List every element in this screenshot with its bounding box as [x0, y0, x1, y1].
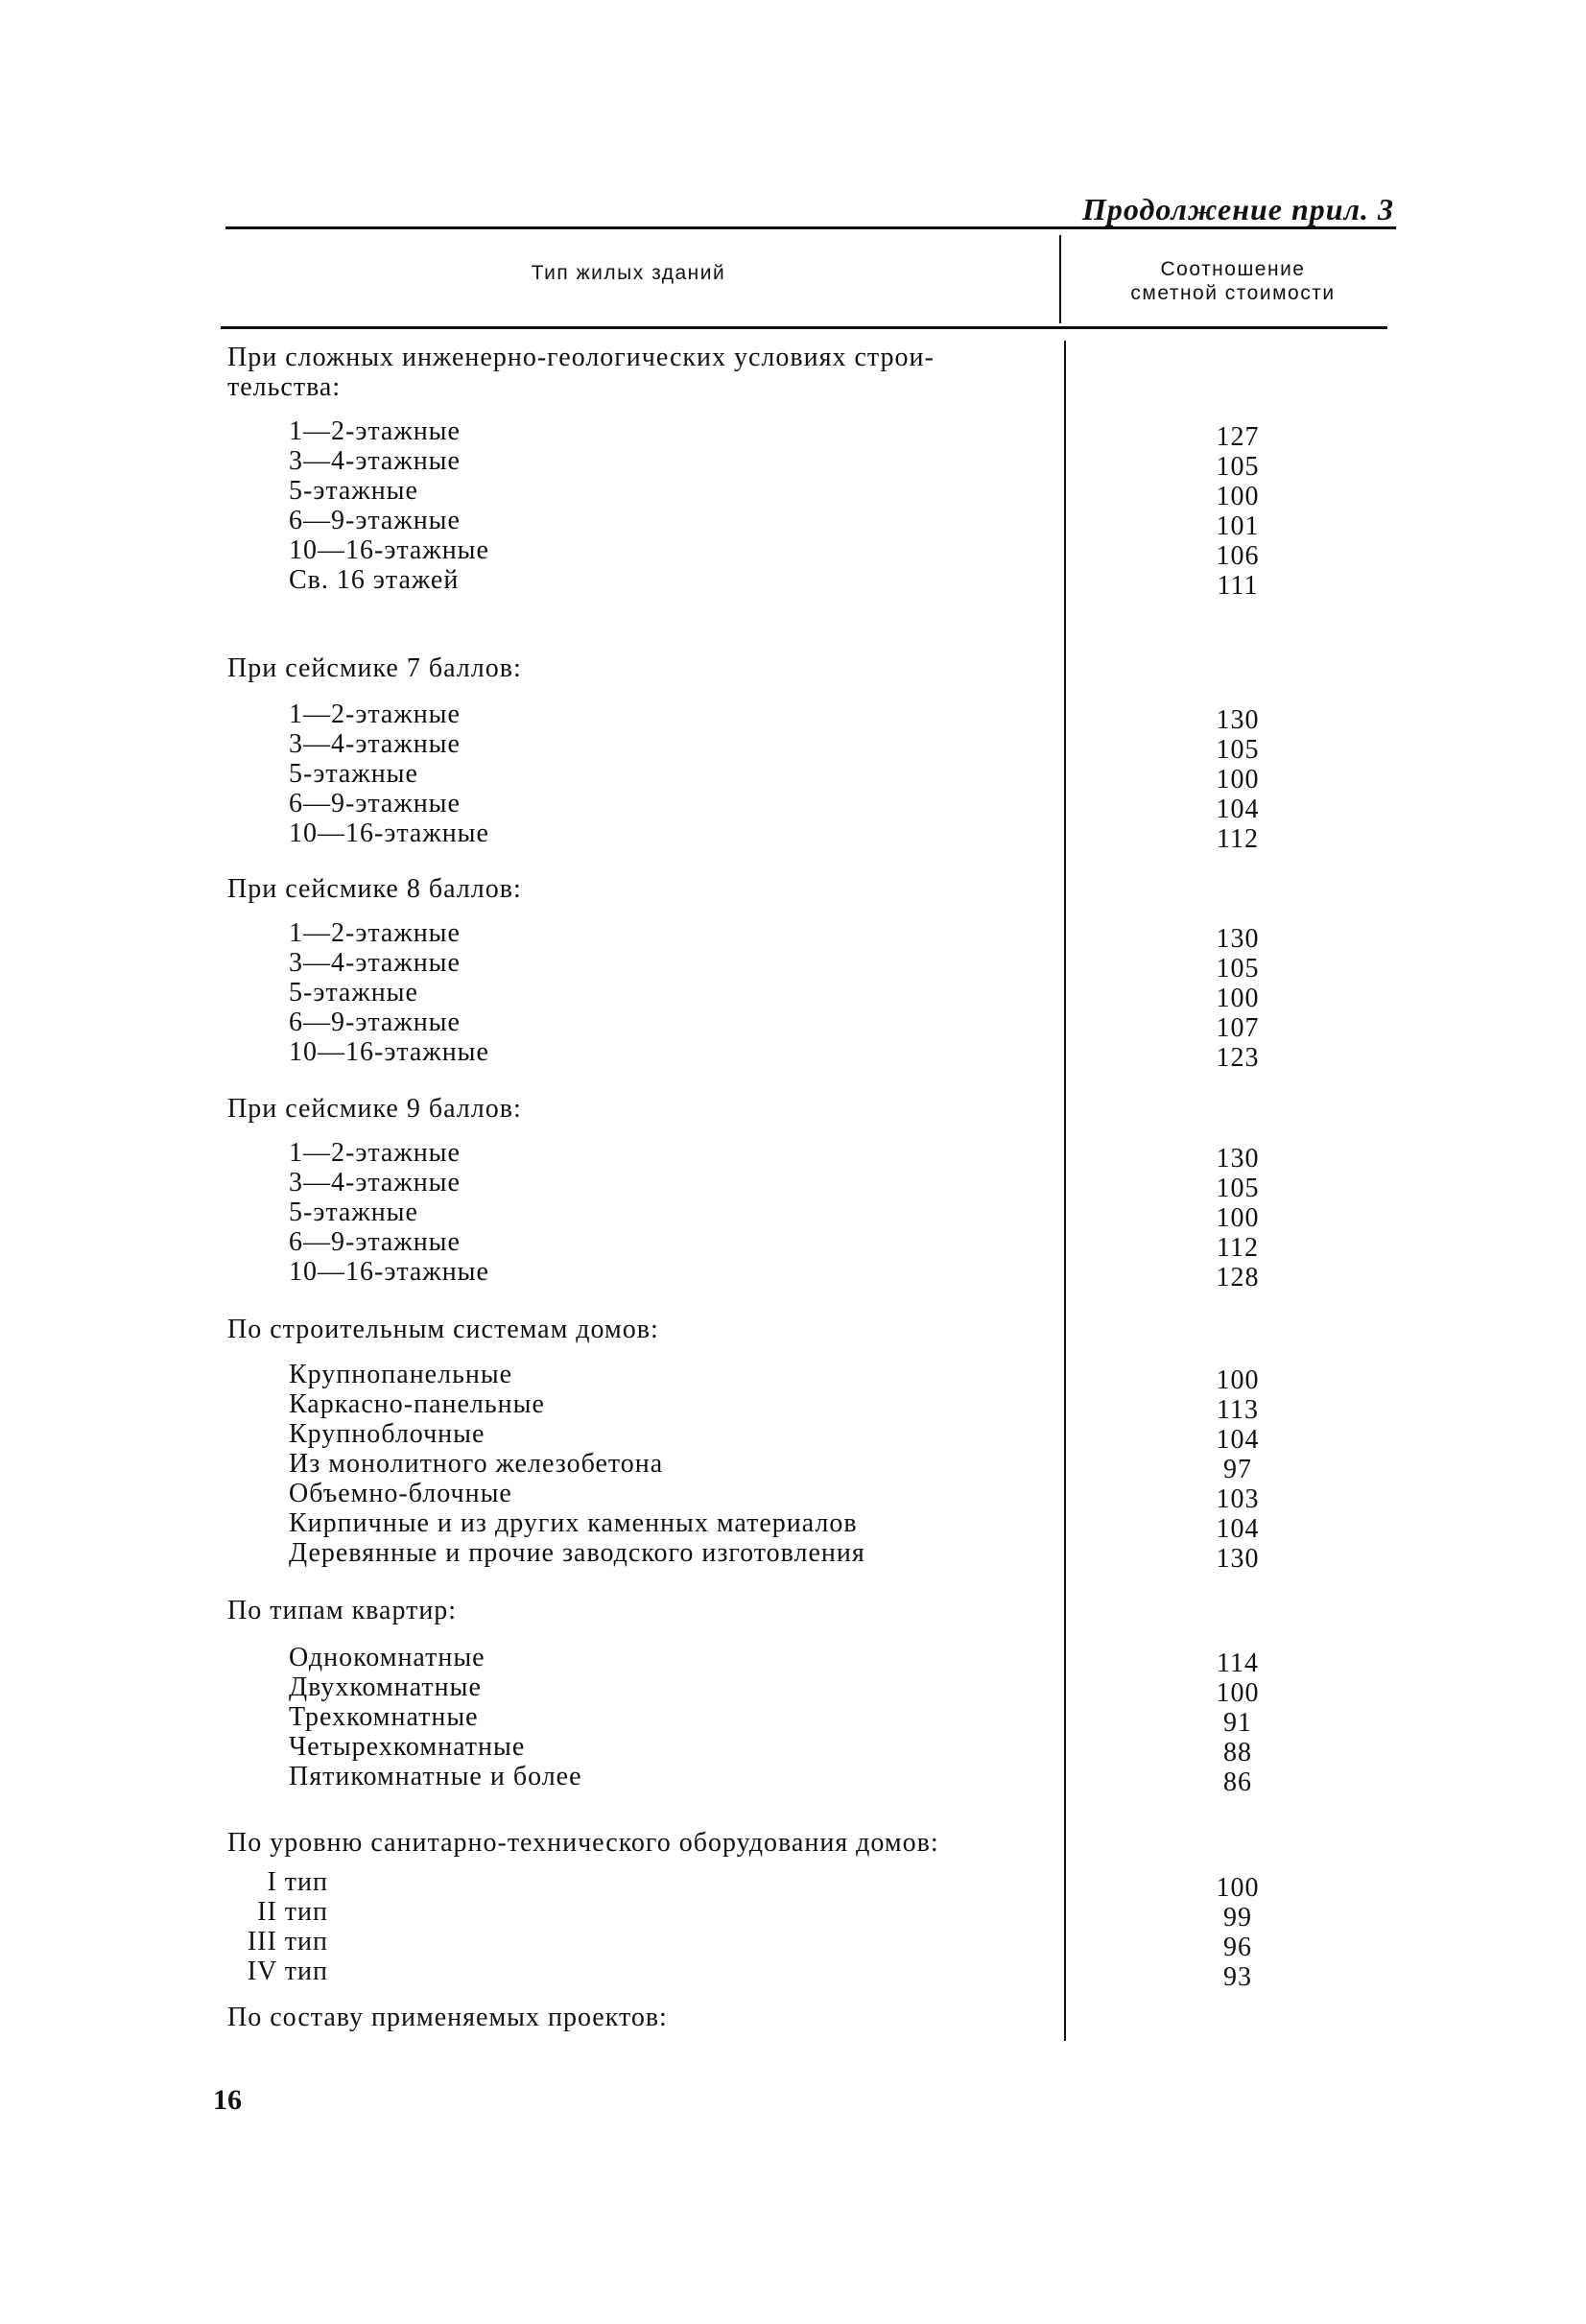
- row-value: 130: [1216, 1544, 1260, 1574]
- table-row: [227, 1479, 1475, 1514]
- row-value: 130: [1216, 705, 1260, 735]
- row-label: 6—9-этажные: [289, 1227, 461, 1257]
- section-heading: [227, 343, 1033, 402]
- row-value: 107: [1216, 1013, 1260, 1043]
- row-label: IV тип: [247, 1956, 328, 1986]
- row-label: 1—2-этажные: [289, 700, 461, 729]
- row-value: 97: [1223, 1455, 1252, 1484]
- row-label: 3—4-этажные: [289, 948, 461, 978]
- section-heading: [227, 653, 1033, 683]
- table-row: [227, 729, 1475, 765]
- page-number: 16: [213, 2084, 242, 2116]
- row-label: 10—16-этажные: [289, 1257, 489, 1287]
- table-row: [227, 918, 1475, 954]
- section-heading: [227, 2003, 1033, 2032]
- table-row: [227, 506, 1475, 541]
- row-value: 104: [1216, 794, 1260, 824]
- section-heading-line: По уровню санитарно-технического оборудования домов:: [227, 1828, 939, 1858]
- row-value: 128: [1216, 1263, 1260, 1292]
- section-heading-line: тельства:: [227, 372, 342, 402]
- row-label: Объемно-блочные: [289, 1479, 512, 1508]
- table-row: [227, 1762, 1475, 1797]
- table-row: [227, 1168, 1475, 1203]
- table-row: [227, 1956, 1475, 1992]
- table-header-rule: [221, 326, 1387, 329]
- row-label: I тип: [267, 1867, 328, 1897]
- row-value: 100: [1216, 1203, 1260, 1233]
- row-label: Крупнопанельные: [289, 1360, 513, 1389]
- row-value: 111: [1217, 571, 1259, 601]
- section-heading-line: При сейсмике 8 баллов:: [227, 874, 522, 904]
- row-value: 91: [1223, 1708, 1252, 1738]
- row-value: 86: [1223, 1767, 1252, 1797]
- row-value: 106: [1216, 541, 1260, 571]
- row-label: Св. 16 этажей: [289, 565, 460, 595]
- column-header-ratio-line2: сметной стоимости: [1130, 282, 1336, 304]
- row-value: 100: [1216, 984, 1260, 1013]
- row-value: 112: [1217, 1233, 1259, 1263]
- table-row: [227, 1008, 1475, 1043]
- row-label: 10—16-этажные: [289, 1037, 489, 1067]
- row-value: 130: [1216, 1144, 1260, 1174]
- table-row: [227, 1732, 1475, 1767]
- row-value: 96: [1223, 1933, 1252, 1962]
- row-value: 105: [1216, 954, 1260, 984]
- row-label: 10—16-этажные: [289, 818, 489, 848]
- table-row: [227, 1198, 1475, 1233]
- row-value: 105: [1216, 452, 1260, 482]
- row-label: 1—2-этажные: [289, 918, 461, 948]
- row-label: 6—9-этажные: [289, 506, 461, 535]
- table-row: [227, 948, 1475, 984]
- table-row: [227, 978, 1475, 1013]
- row-value: 112: [1217, 824, 1259, 854]
- row-value: 104: [1216, 1514, 1260, 1544]
- row-label: Четырехкомнатные: [289, 1732, 526, 1762]
- table-row: [227, 700, 1475, 735]
- row-value: 105: [1216, 1174, 1260, 1203]
- row-value: 101: [1216, 511, 1260, 541]
- row-value: 113: [1217, 1395, 1259, 1425]
- table-row: [227, 759, 1475, 794]
- row-value: 99: [1223, 1903, 1252, 1933]
- section-heading: [227, 1828, 1033, 1858]
- row-label: Деревянные и прочие заводского изготовления: [289, 1538, 865, 1568]
- row-label: Пятикомнатные и более: [289, 1762, 582, 1791]
- table-row: [227, 446, 1475, 482]
- row-label: 5-этажные: [289, 476, 418, 506]
- row-label: Однокомнатные: [289, 1643, 485, 1672]
- table-row: [227, 1389, 1475, 1425]
- column-header-ratio: [1070, 257, 1396, 305]
- row-label: 1—2-этажные: [289, 1138, 461, 1168]
- row-value: 103: [1216, 1484, 1260, 1514]
- row-label: Крупноблочные: [289, 1419, 485, 1449]
- row-label: 6—9-этажные: [289, 1008, 461, 1037]
- row-label: 3—4-этажные: [289, 446, 461, 476]
- row-label: 5-этажные: [289, 978, 418, 1008]
- row-value: 127: [1216, 422, 1260, 452]
- table-row: [227, 789, 1475, 824]
- table-row: [227, 1037, 1475, 1073]
- table-row: [227, 818, 1475, 854]
- section-heading-line: При сейсмике 7 баллов:: [227, 653, 522, 683]
- table-row: [227, 1672, 1475, 1708]
- row-value: 104: [1216, 1425, 1260, 1455]
- table-row: [227, 1867, 1475, 1903]
- section-heading: [227, 1094, 1033, 1124]
- table-row: [227, 1227, 1475, 1263]
- table-row: [227, 1138, 1475, 1174]
- row-label: Трехкомнатные: [289, 1702, 479, 1732]
- row-label: Из монолитного железобетона: [289, 1449, 664, 1479]
- section-heading: [227, 1315, 1033, 1344]
- row-value: 100: [1216, 1678, 1260, 1708]
- table-row: [227, 565, 1475, 601]
- row-label: 10—16-этажные: [289, 535, 489, 565]
- row-label: 1—2-этажные: [289, 416, 461, 446]
- table-row: [227, 1538, 1475, 1574]
- row-label: 3—4-этажные: [289, 729, 461, 759]
- section-heading-line: По составу применяемых проектов:: [227, 2003, 668, 2032]
- column-header-type: Тип жилых зданий: [531, 262, 726, 284]
- table-row: [227, 476, 1475, 511]
- table-row: [227, 1257, 1475, 1292]
- row-label: 3—4-этажные: [289, 1168, 461, 1198]
- table-row: [227, 416, 1475, 452]
- section-heading-line: При сложных инженерно-геологических условиях строи-: [227, 343, 935, 372]
- table-row: [227, 1419, 1475, 1455]
- row-value: 130: [1216, 924, 1260, 954]
- row-value: 114: [1217, 1648, 1259, 1678]
- row-value: 123: [1216, 1043, 1260, 1073]
- row-label: 6—9-этажные: [289, 789, 461, 818]
- row-value: 105: [1216, 735, 1260, 765]
- row-value: 100: [1216, 1365, 1260, 1395]
- row-value: 100: [1216, 482, 1260, 511]
- row-value: 88: [1223, 1738, 1252, 1767]
- table-top-rule: [225, 226, 1396, 229]
- row-value: 100: [1216, 765, 1260, 794]
- section-heading-line: По строительным системам домов:: [227, 1315, 659, 1344]
- row-label: III тип: [247, 1927, 328, 1956]
- table-row: [227, 1508, 1475, 1544]
- table-row: [227, 535, 1475, 571]
- section-heading: [227, 874, 1033, 904]
- row-value: 100: [1216, 1873, 1260, 1903]
- header-column-divider: [1059, 235, 1061, 323]
- table-row: [227, 1702, 1475, 1738]
- table-row: [227, 1360, 1475, 1395]
- row-label: Кирпичные и из других каменных материалов: [289, 1508, 858, 1538]
- column-header-ratio-line1: Соотношение: [1160, 258, 1306, 280]
- row-value: 93: [1223, 1962, 1252, 1992]
- row-label: Двухкомнатные: [289, 1672, 482, 1702]
- row-label: Каркасно-панельные: [289, 1389, 545, 1419]
- section-heading-line: При сейсмике 9 баллов:: [227, 1094, 522, 1124]
- row-label: II тип: [257, 1897, 328, 1927]
- table-row: [227, 1927, 1475, 1962]
- section-heading: [227, 1596, 1033, 1625]
- row-label: 5-этажные: [289, 1198, 418, 1227]
- table-row: [227, 1449, 1475, 1484]
- continuation-label: Продолжение прил. 3: [1082, 192, 1394, 226]
- table-row: [227, 1643, 1475, 1678]
- section-heading-line: По типам квартир:: [227, 1596, 458, 1625]
- row-label: 5-этажные: [289, 759, 418, 789]
- table-row: [227, 1897, 1475, 1933]
